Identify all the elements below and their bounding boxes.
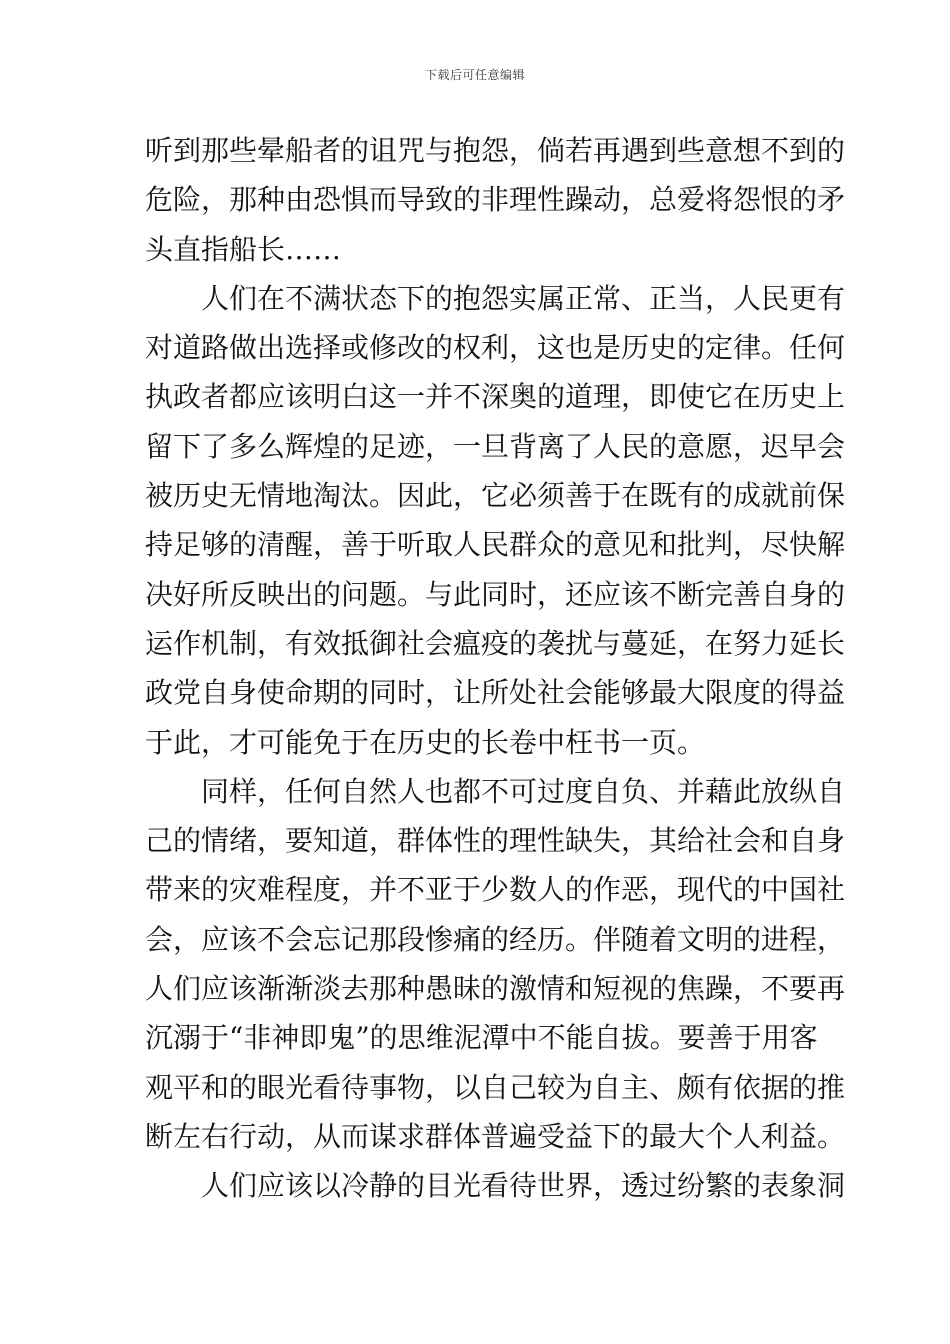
page-header: 下载后可任意编辑 [424, 68, 525, 82]
text-line: 听到那些晕船者的诅咒与抱怨，倘若再遇到些意想不到的 [145, 134, 846, 167]
text-line: 观平和的眼光看待事物，以自己较为自主、颇有依据的推 [145, 1070, 846, 1104]
text-line: 持足够的清醒，善于听取人民群众的意见和批判，尽快解 [145, 528, 846, 562]
text-line: 头直指船长…… [145, 232, 342, 266]
text-line: 人们应该渐渐淡去那种愚昧的激情和短视的焦躁，不要再 [145, 972, 846, 1006]
text-line: 运作机制，有效抵御社会瘟疫的袭扰与蔓延，在努力延长 [145, 626, 846, 660]
text-line: 留下了多么辉煌的足迹，一旦背离了人民的意愿，迟早会 [145, 429, 846, 463]
paragraph [145, 769, 846, 1163]
document-body [145, 128, 846, 1213]
paragraph [145, 1163, 846, 1212]
text-line: 沉溺于“非神即鬼”的思维泥潭中不能自拔。要善于用客 [145, 1021, 818, 1055]
text-line: 决好所反映出的问题。与此同时，还应该不断完善自身的 [145, 577, 846, 611]
paragraph [145, 128, 846, 276]
text-line: 危险，那种由恐惧而导致的非理性躁动，总爱将怨恨的矛 [145, 183, 846, 217]
text-line: 同样，任何自然人也都不可过度自负、并藉此放纵自 [145, 774, 846, 808]
text-line: 政党自身使命期的同时，让所处社会能够最大限度的得益 [145, 676, 846, 710]
text-line: 带来的灾难程度，并不亚于少数人的作恶，现代的中国社 [145, 873, 846, 907]
text-line: 人们应该以冷静的目光看待世界，透过纷繁的表象洞 [145, 1169, 846, 1203]
text-line: 被历史无情地淘汰。因此，它必须善于在既有的成就前保 [145, 479, 846, 513]
text-line: 断左右行动，从而谋求群体普遍受益下的最大个人利益。 [145, 1119, 846, 1153]
text-line: 于此，才可能免于在历史的长卷中枉书一页。 [145, 725, 706, 759]
text-line: 会，应该不会忘记那段惨痛的经历。伴随着文明的进程， [145, 922, 846, 956]
text-line: 人们在不满状态下的抱怨实属正常、正当，人民更有 [145, 281, 846, 315]
paragraph [145, 276, 846, 769]
text-line: 己的情绪，要知道，群体性的理性缺失，其给社会和自身 [145, 824, 846, 858]
text-line: 执政者都应该明白这一并不深奥的道理，即使它在历史上 [145, 380, 846, 414]
text-line: 对道路做出选择或修改的权利，这也是历史的定律。任何 [145, 331, 846, 365]
